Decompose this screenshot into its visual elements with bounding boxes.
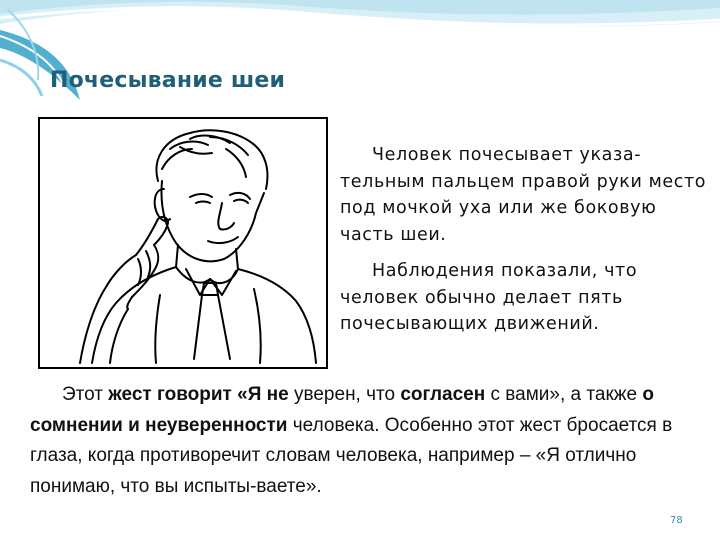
bottom-text-bold-2: не: [266, 384, 289, 405]
bottom-text-segment-4: человека. Особенно этот жест бросается в глаза, когда противоречит словам человека, например – «Я отлично понимаю, что вы испыты-ваете».: [30, 414, 673, 497]
bottom-text-segment-2: уверен, что: [288, 384, 401, 405]
illustration-frame: [38, 117, 328, 369]
side-paragraph-2: Наблюдения показали, что человек обычно делает пять почесывающих движений.: [340, 261, 638, 334]
side-paragraph-1: Человек почесывает указа-тельным пальцем правой руки место под мочкой уха или же боковую часть шеи.: [340, 145, 707, 245]
header-wave-decoration: [0, 0, 720, 110]
bottom-description: [30, 380, 700, 502]
man-scratching-neck-illustration: [40, 119, 326, 367]
bottom-paragraph: [30, 380, 700, 502]
bottom-text-bold-1: жест говорит «Я: [108, 384, 267, 405]
bottom-text-bold-3: согласен: [400, 384, 486, 405]
side-description: [340, 142, 712, 348]
bottom-text-segment-3: с вами», а также: [485, 384, 643, 405]
bottom-text-segment-1: Этот: [62, 384, 109, 405]
page-title: Почесывание шеи: [50, 68, 286, 93]
bottom-text-bold-4: о сомнении и неуверенности: [30, 384, 654, 436]
page-number: 78: [670, 515, 683, 526]
